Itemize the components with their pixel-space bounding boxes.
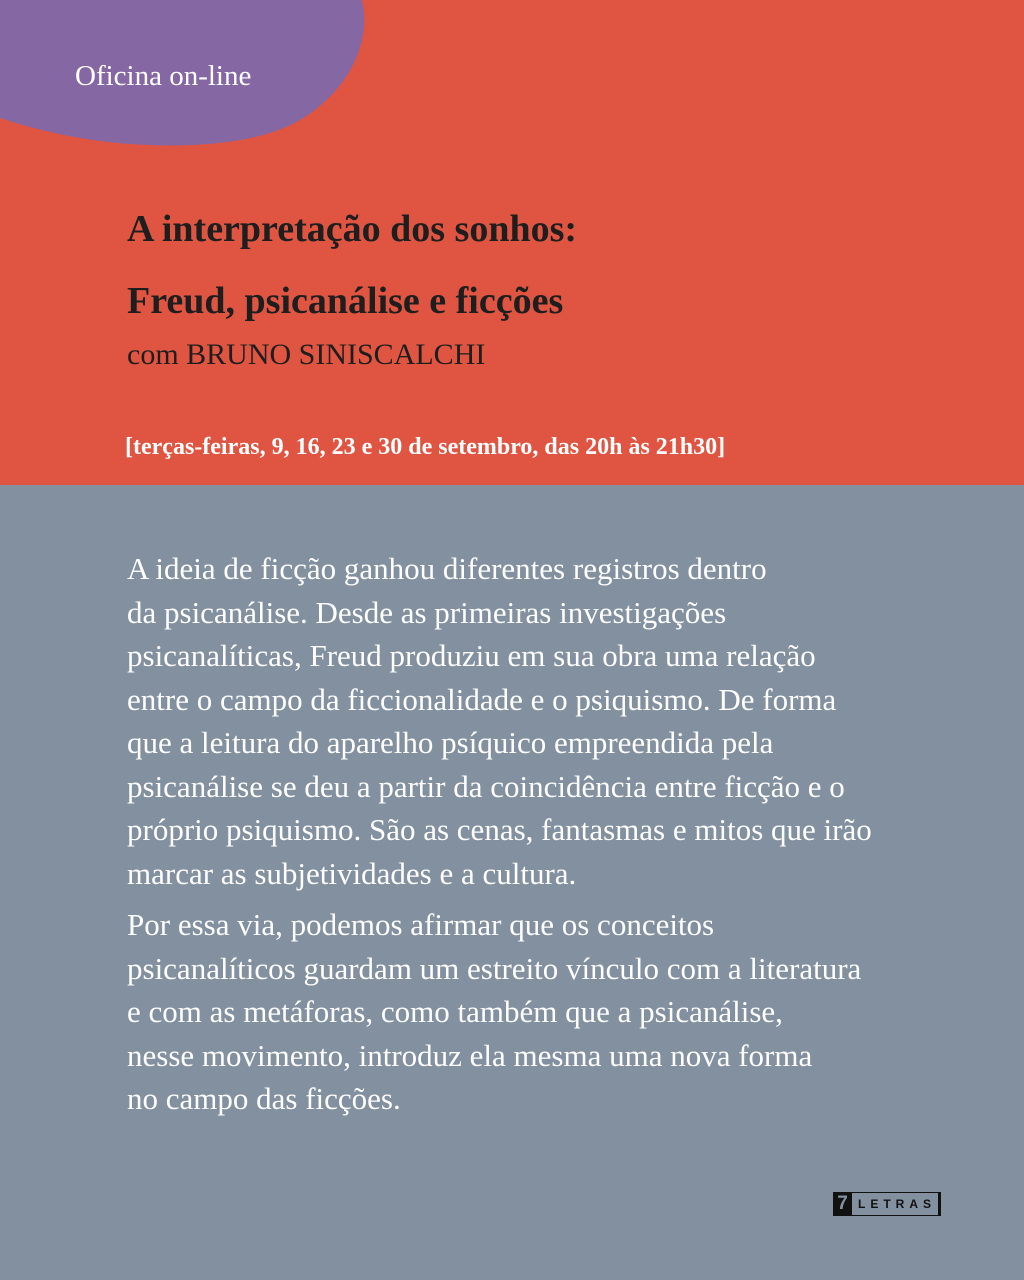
text-line: psicanalíticos guardam um estreito vínculo com a literatura — [127, 950, 862, 986]
paragraph-1 — [127, 547, 957, 895]
text-line: que a leitura do aparelho psíquico empreendida pela — [127, 725, 774, 760]
text-line: Por essa via, podemos afirmar que os conceitos — [127, 907, 715, 942]
description-text — [127, 547, 957, 1129]
schedule-dates: [terças-feiras, 9, 16, 23 e 30 de setembro, das 20h às 21h30] — [125, 434, 726, 460]
text-line: entre o campo da ficcionalidade e o psiquismo. De forma — [127, 681, 837, 717]
title-line: Freud, psicanálise e ficções — [127, 280, 564, 322]
text-line: próprio psiquismo. São as cenas, fantasmas e mitos que irão — [127, 812, 872, 847]
logo-mark: 7 — [833, 1192, 852, 1216]
text-line: e com as metáforas, como também que a psicanálise, — [127, 994, 783, 1029]
text-line: no campo das ficções. — [127, 1081, 401, 1116]
text-line: psicanálise se deu a partir da coincidência entre ficção e o — [127, 768, 845, 804]
publisher-logo — [833, 1192, 941, 1216]
header-section — [0, 0, 1024, 485]
text-line: A ideia de ficção ganhou diferentes registros dentro — [127, 551, 767, 586]
text-line: marcar as subjetividades e a cultura. — [127, 855, 577, 891]
text-line: nesse movimento, introduz ela mesma uma nova forma — [127, 1037, 813, 1073]
title-line: A interpretação dos sonhos: — [127, 208, 578, 250]
text-line: psicanalíticas, Freud produziu em sua obra uma relação — [127, 638, 816, 673]
workshop-tag: Oficina on-line — [75, 60, 252, 92]
text-line: da psicanálise. Desde as primeiras investigações — [127, 594, 727, 630]
description-section — [0, 485, 1024, 1280]
page-title — [127, 193, 577, 337]
logo-wordmark: LETRAS — [852, 1192, 941, 1216]
instructor-byline: com BRUNO SINISCALCHI — [127, 338, 486, 371]
paragraph-2 — [127, 903, 957, 1121]
